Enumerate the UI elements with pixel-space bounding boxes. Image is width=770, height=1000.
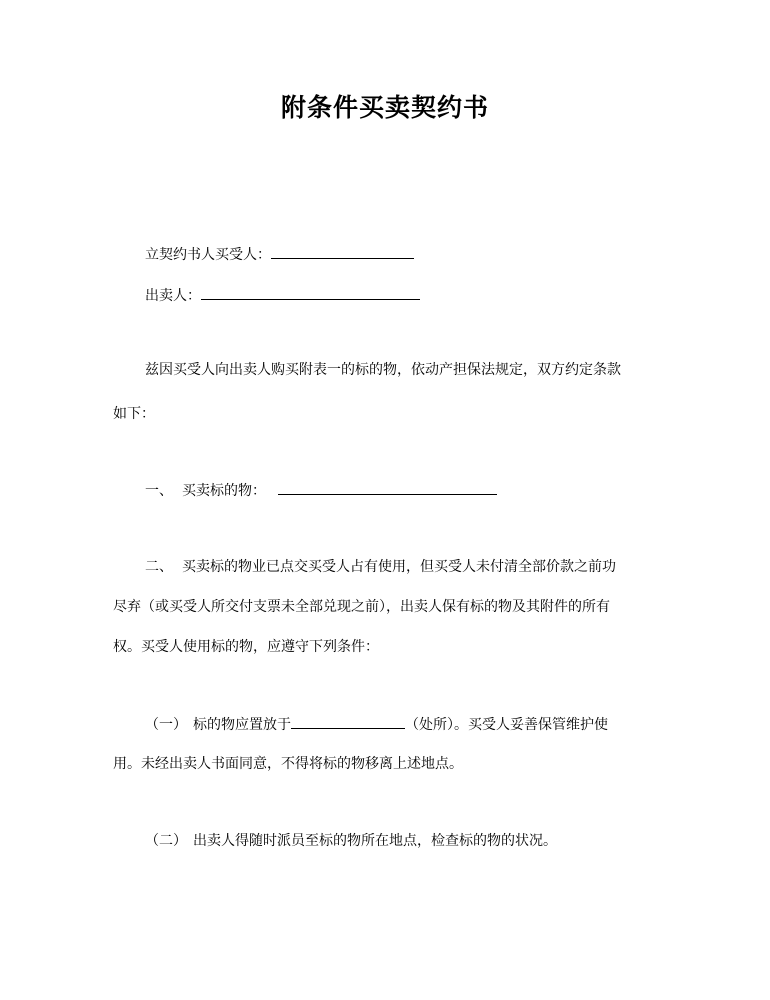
- sub-clause-1-number: （一）: [145, 717, 187, 733]
- clause-2-text-1: 买卖标的物业已点交买受人占有使用，但买受人未付清全部价款之前功: [182, 559, 616, 575]
- clause-1-number: 一、: [145, 483, 173, 499]
- clause-2-line-2: 尽弃（或买受人所交付支票未全部兑现之前），出卖人保有标的物及其附件的所有: [113, 599, 610, 615]
- clause-2-line-3: 权。买受人使用标的物，应遵守下列条件：: [113, 639, 379, 655]
- sub-clause-2-number: （二）: [145, 833, 187, 849]
- sub-clause-2: [145, 831, 557, 851]
- seller-line: [145, 284, 420, 306]
- intro-line-1: 兹因买受人向出卖人购买附表一的标的物，依动产担保法规定，双方约定条款: [145, 362, 621, 378]
- seller-blank: [201, 284, 420, 300]
- seller-label: 出卖人：: [145, 288, 201, 304]
- clause-2-line-1: [145, 557, 616, 577]
- buyer-line: [145, 243, 414, 265]
- sub-clause-1-text-before: 标的物应置放于: [193, 717, 291, 733]
- sub-clause-2-text: 出卖人得随时派员至标的物所在地点，检查标的物的状况。: [193, 833, 557, 849]
- clause-1: [145, 479, 497, 501]
- buyer-blank: [271, 243, 414, 259]
- sub-clause-1-line-2: 用。未经出卖人书面同意，不得将标的物移离上述地点。: [113, 756, 463, 772]
- location-blank: [291, 713, 405, 729]
- clause-1-blank: [278, 479, 497, 495]
- buyer-label: 立契约书人买受人：: [145, 247, 271, 263]
- clause-2-number: 二、: [145, 559, 173, 575]
- sub-clause-1-line-1: [145, 713, 608, 735]
- sub-clause-1-text-after: （处所）。买受人妥善保管维护使: [405, 717, 608, 733]
- intro-line-2: 如下：: [113, 406, 155, 422]
- clause-1-label: 买卖标的物：: [182, 483, 266, 499]
- document-title: 附条件买卖契约书: [280, 93, 489, 122]
